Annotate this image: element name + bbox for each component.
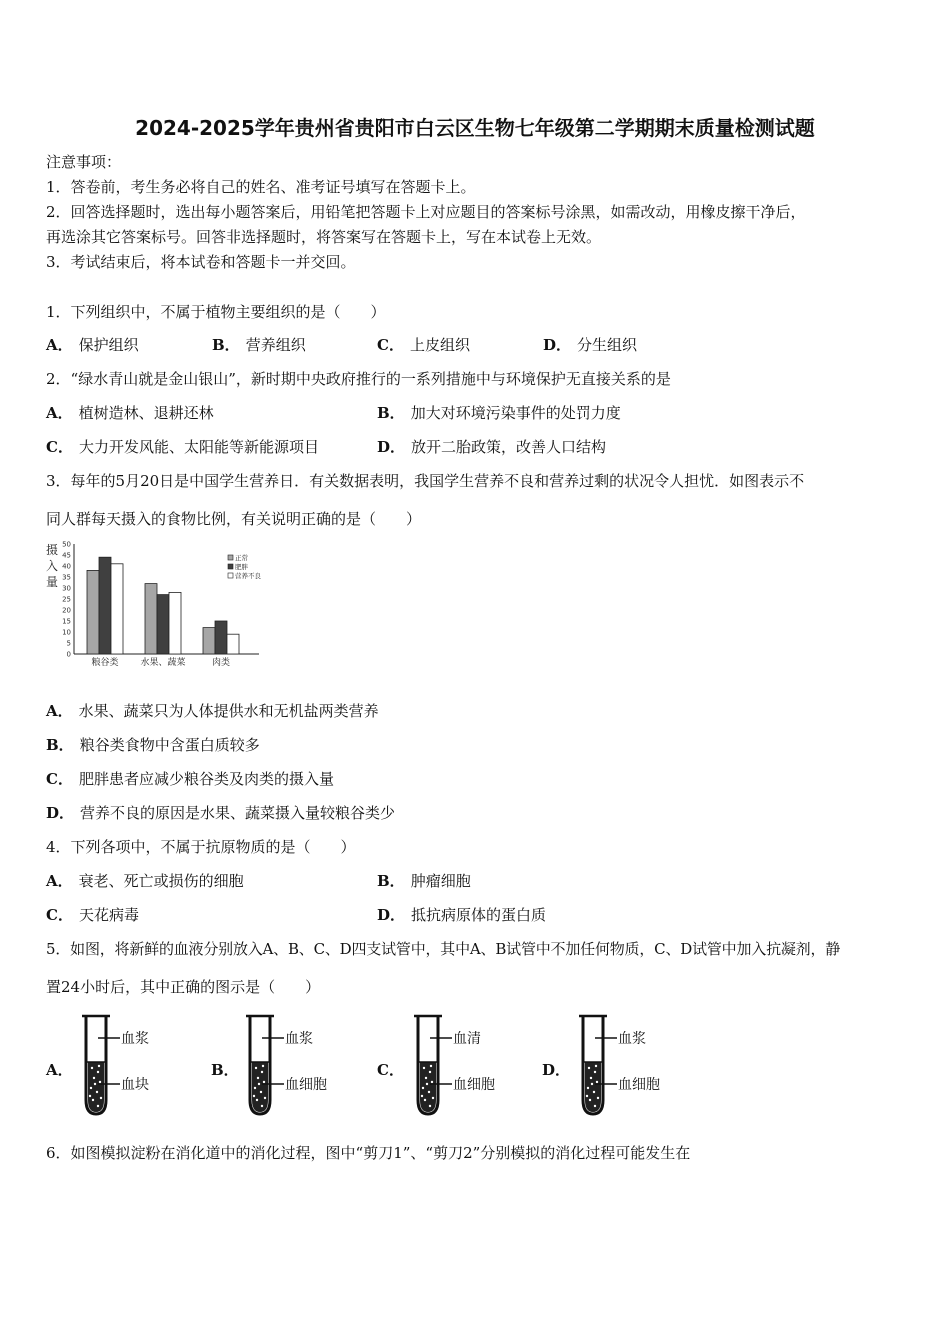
option-key: A． [46, 702, 73, 720]
option-text: 天花病毒 [78, 906, 139, 924]
legend-swatch [228, 573, 233, 578]
bar-2-1 [145, 584, 157, 654]
chart-legend [228, 553, 262, 580]
bar-1-2 [99, 557, 111, 654]
q2-option-b[interactable] [377, 403, 621, 423]
y-tick-label: 50 [62, 540, 71, 549]
y-tick-label: 10 [62, 628, 71, 637]
option-key: C． [46, 770, 73, 788]
test-tube-d[interactable] [573, 1010, 693, 1120]
notice-item-1: 1．答卷前，考生务必将自己的姓名、准考证号填写在答题卡上。 [46, 178, 476, 196]
q3-option-d[interactable] [46, 803, 395, 823]
notice-heading: 注意事项： [46, 153, 122, 171]
q5-option-key-c[interactable]: C． [377, 1061, 404, 1079]
option-text: 植树造林、退耕还林 [78, 404, 214, 422]
y-tick-label: 40 [62, 562, 71, 571]
y-tick-label: 0 [66, 650, 71, 659]
tube-top-label: 血清 [453, 1031, 481, 1047]
option-key: D． [543, 336, 572, 354]
x-tick-label: 水果、蔬菜 [140, 658, 186, 668]
q5-option-key-b[interactable]: B． [211, 1061, 239, 1079]
option-key: D． [46, 804, 75, 822]
q1-stem: 1．下列组织中，不属于植物主要组织的是（ ） [46, 303, 386, 321]
q3-stem-line-1: 3．每年的5月20日是中国学生营养日．有关数据表明，我国学生营养不良和营养过剩的状况令人担忧．如图表示不 [46, 472, 805, 490]
q5-option-key-a[interactable]: A． [46, 1061, 73, 1079]
chart-bars [87, 557, 239, 654]
option-text: 抵抗病原体的蛋白质 [411, 906, 547, 924]
bar-1-1 [87, 570, 99, 654]
legend-label: 营养不良 [235, 572, 261, 580]
legend-label: 肥胖 [235, 563, 248, 571]
q4-option-d[interactable] [377, 905, 546, 925]
tube-top-label: 血浆 [285, 1031, 313, 1047]
option-text: 衰老、死亡或损伤的细胞 [78, 872, 244, 890]
y-label-char: 入 [45, 559, 59, 573]
y-tick-label: 20 [62, 606, 71, 615]
q2-option-c[interactable] [46, 437, 319, 457]
q5-stem-line-2: 置24小时后，其中正确的图示是（ ） [46, 978, 321, 996]
option-key: B． [377, 404, 405, 422]
bar-2-2 [157, 595, 169, 654]
option-text: 放开二胎政策，改善人口结构 [411, 438, 607, 456]
test-tube-a[interactable] [76, 1010, 196, 1120]
y-label-char: 摄 [45, 543, 59, 557]
y-label-char: 量 [45, 575, 59, 589]
tube-top-label: 血浆 [121, 1031, 149, 1047]
legend-label: 正常 [235, 554, 248, 562]
food-intake-bar-chart [44, 538, 284, 670]
option-text: 大力开发风能、太阳能等新能源项目 [78, 438, 319, 456]
q4-option-b[interactable] [377, 871, 471, 891]
option-text: 加大对环境污染事件的处罚力度 [410, 404, 621, 422]
y-tick-label: 45 [62, 551, 71, 560]
q5-stem-line-1: 5．如图，将新鲜的血液分别放入A、B、C、D四支试管中，其中A、B试管中不加任何物质，C、D试管中加入抗凝剂，静 [46, 940, 841, 958]
option-text: 分生组织 [577, 336, 638, 354]
option-key: B． [212, 336, 240, 354]
q5-option-key-d[interactable]: D． [542, 1061, 571, 1079]
notice-item-2: 2．回答选择题时，选出每小题答案后，用铅笔把答题卡上对应题目的答案标号涂黑，如需改动，用橡皮擦干净后， [46, 203, 806, 221]
option-key: A． [46, 872, 73, 890]
chart-x-labels [91, 656, 230, 668]
option-key: B． [46, 736, 74, 754]
option-text: 上皮组织 [409, 336, 470, 354]
chart-y-axis-label [46, 542, 58, 589]
option-key: B． [377, 872, 405, 890]
q4-option-c[interactable] [46, 905, 139, 925]
q1-option-b[interactable] [212, 335, 306, 355]
option-key: A． [46, 336, 73, 354]
q3-option-b[interactable] [46, 735, 260, 755]
q6-stem: 6．如图模拟淀粉在消化道中的消化过程，图中“剪刀1”、“剪刀2”分别模拟的消化过程可能发生在 [46, 1144, 691, 1162]
option-key: C． [46, 906, 73, 924]
legend-swatch [228, 564, 233, 569]
q1-option-d[interactable] [543, 335, 637, 355]
q2-option-a[interactable] [46, 403, 214, 423]
q4-stem: 4．下列各项中，不属于抗原物质的是（ ） [46, 838, 356, 856]
q2-stem: 2．“绿水青山就是金山银山”，新时期中央政府推行的一系列措施中与环境保护无直接关系的是 [46, 370, 671, 388]
tube-bottom-label: 血块 [121, 1077, 149, 1093]
option-text: 肥胖患者应减少粮谷类及肉类的摄入量 [78, 770, 334, 788]
q1-option-c[interactable] [377, 335, 470, 355]
y-tick-label: 25 [62, 595, 71, 604]
q3-stem-line-2: 同人群每天摄入的食物比例，有关说明正确的是（ ） [46, 510, 422, 528]
option-text: 营养组织 [245, 336, 306, 354]
option-key: D． [377, 438, 406, 456]
q2-option-d[interactable] [377, 437, 606, 457]
notice-item-2-cont: 再选涂其它答案标号。回答非选择题时，将答案写在答题卡上，写在本试卷上无效。 [46, 228, 602, 246]
bar-3-1 [203, 628, 215, 654]
y-tick-label: 35 [62, 573, 71, 582]
tube-bottom-label: 血细胞 [285, 1077, 327, 1093]
option-key: C． [377, 336, 404, 354]
x-tick-label: 肉类 [211, 658, 231, 668]
tube-top-label: 血浆 [618, 1031, 646, 1047]
option-text: 肿瘤细胞 [410, 872, 471, 890]
q3-option-a[interactable] [46, 701, 379, 721]
option-text: 保护组织 [78, 336, 139, 354]
y-tick-label: 5 [66, 639, 71, 648]
tube-bottom-label: 血细胞 [453, 1077, 495, 1093]
q4-option-a[interactable] [46, 871, 244, 891]
option-key: A． [46, 404, 73, 422]
option-text: 营养不良的原因是水果、蔬菜摄入量较粮谷类少 [80, 804, 396, 822]
x-tick-label: 粮谷类 [91, 658, 119, 668]
bar-3-2 [215, 621, 227, 654]
chart-y-ticks [62, 541, 71, 659]
y-tick-label: 30 [62, 584, 71, 593]
y-tick-label: 15 [62, 617, 71, 626]
bar-3-3 [227, 634, 239, 654]
exam-title: 2024-2025学年贵州省贵阳市白云区生物七年级第二学期期末质量检测试题 [135, 116, 815, 140]
bar-2-3 [169, 592, 181, 654]
option-text: 粮谷类食物中含蛋白质较多 [79, 736, 260, 754]
test-tube-c[interactable] [408, 1010, 528, 1120]
legend-swatch [228, 555, 233, 560]
q3-option-c[interactable] [46, 769, 334, 789]
option-key: C． [46, 438, 73, 456]
option-text: 水果、蔬菜只为人体提供水和无机盐两类营养 [78, 702, 379, 720]
bar-1-3 [111, 564, 123, 654]
tube-bottom-label: 血细胞 [618, 1077, 660, 1093]
test-tube-b[interactable] [240, 1010, 360, 1120]
q1-option-a[interactable] [46, 335, 139, 355]
notice-item-3: 3．考试结束后，将本试卷和答题卡一并交回。 [46, 253, 356, 271]
option-key: D． [377, 906, 406, 924]
